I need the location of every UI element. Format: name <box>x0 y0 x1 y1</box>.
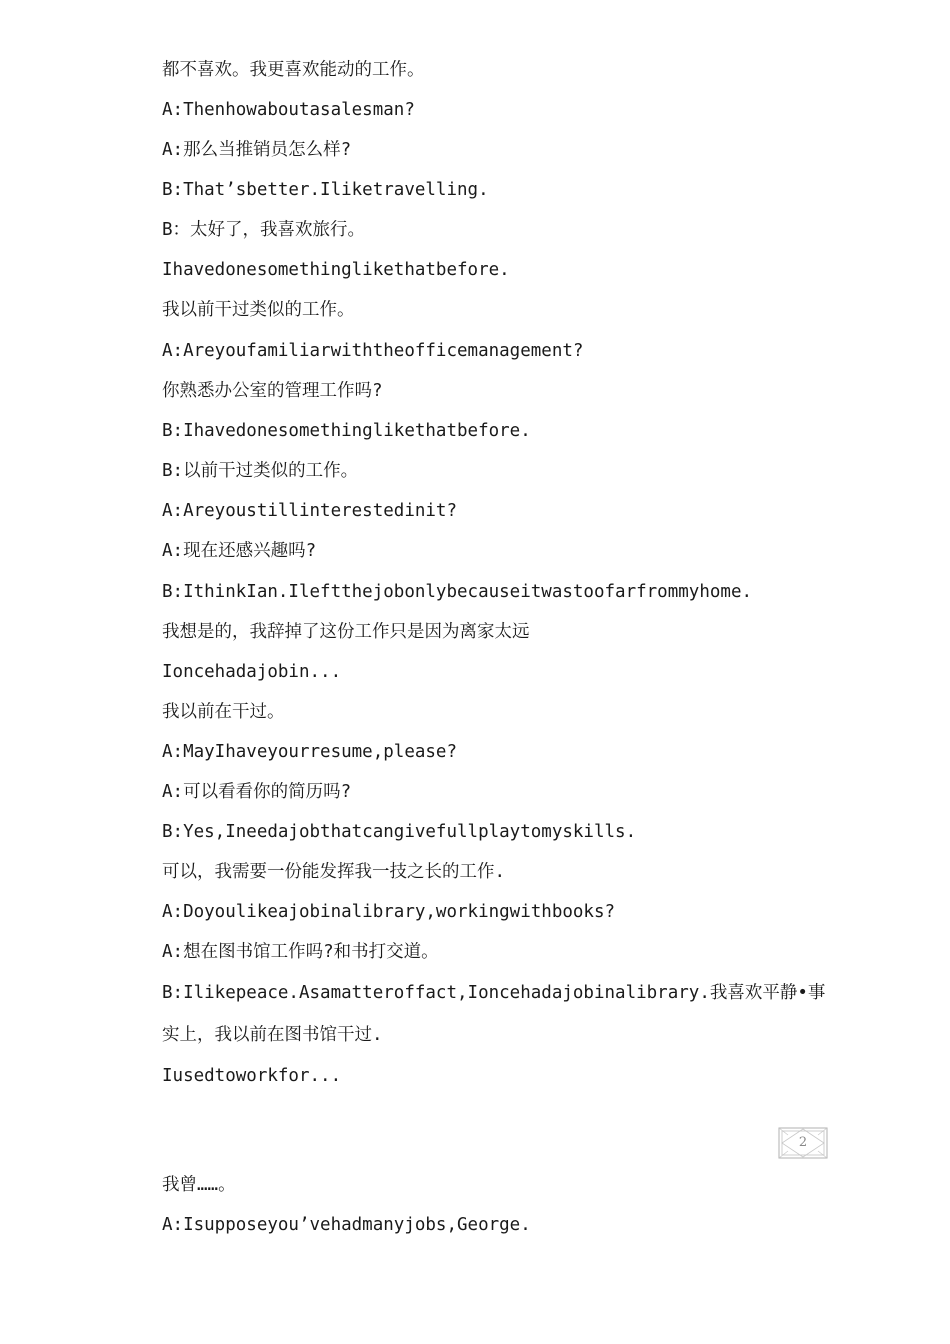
text-line: A:Areyoufamiliarwiththeofficemanagement? <box>162 341 584 361</box>
text-line: 我曾……。 <box>162 1175 236 1195</box>
text-line: A:那么当推销员怎么样? <box>162 140 352 160</box>
text-line: B:Ihavedonesomethinglikethatbefore. <box>162 421 531 441</box>
text-line: A:Areyoustillinterestedinit? <box>162 501 458 521</box>
text-line: B:Ilikepeace.Asamatteroffact,Ioncehadajobinalibrary.我喜欢平静•事 <box>162 983 826 1003</box>
text-line: 都不喜欢。我更喜欢能动的工作。 <box>162 60 425 80</box>
text-line: A:可以看看你的简历吗? <box>162 782 352 802</box>
text-line: A:想在图书馆工作吗?和书打交道。 <box>162 942 439 962</box>
text-line: A:现在还感兴趣吗? <box>162 541 317 561</box>
page-number-badge <box>778 1127 828 1159</box>
page-number: 2 <box>798 1135 808 1150</box>
text-line: 我以前在干过。 <box>162 702 285 722</box>
text-line: Ihavedonesomethinglikethatbefore. <box>162 260 510 280</box>
text-line: 实上，我以前在图书馆干过. <box>162 1025 383 1045</box>
text-line: 你熟悉办公室的管理工作吗? <box>162 381 383 401</box>
text-line: Ioncehadajobin... <box>162 662 342 682</box>
text-line: B:Yes,Ineedajobthatcangivefullplaytomyskills. <box>162 822 637 842</box>
text-line: B:IthinkIan.Ileftthejobonlybecauseitwastoofarfrommyhome. <box>162 582 753 602</box>
text-line: A:Thenhowaboutasalesman? <box>162 100 415 120</box>
text-line: B:以前干过类似的工作。 <box>162 461 359 481</box>
text-line: A:MayIhaveyourresume,please? <box>162 742 458 762</box>
text-line: 我以前干过类似的工作。 <box>162 300 355 320</box>
text-line: A:Isupposeyou’vehadmanyjobs,George. <box>162 1215 531 1235</box>
text-line: A:Doyoulikeajobinalibrary,workingwithbooks? <box>162 902 616 922</box>
text-line: B:That’sbetter.Iliketravelling. <box>162 180 489 200</box>
text-line: B：太好了，我喜欢旅行。 <box>162 220 366 240</box>
text-line: Iusedtoworkfor... <box>162 1066 342 1086</box>
text-line: 可以，我需要一份能发挥我一技之长的工作. <box>162 862 506 882</box>
text-line: 我想是的，我辞掉了这份工作只是因为离家太远 <box>162 622 530 642</box>
